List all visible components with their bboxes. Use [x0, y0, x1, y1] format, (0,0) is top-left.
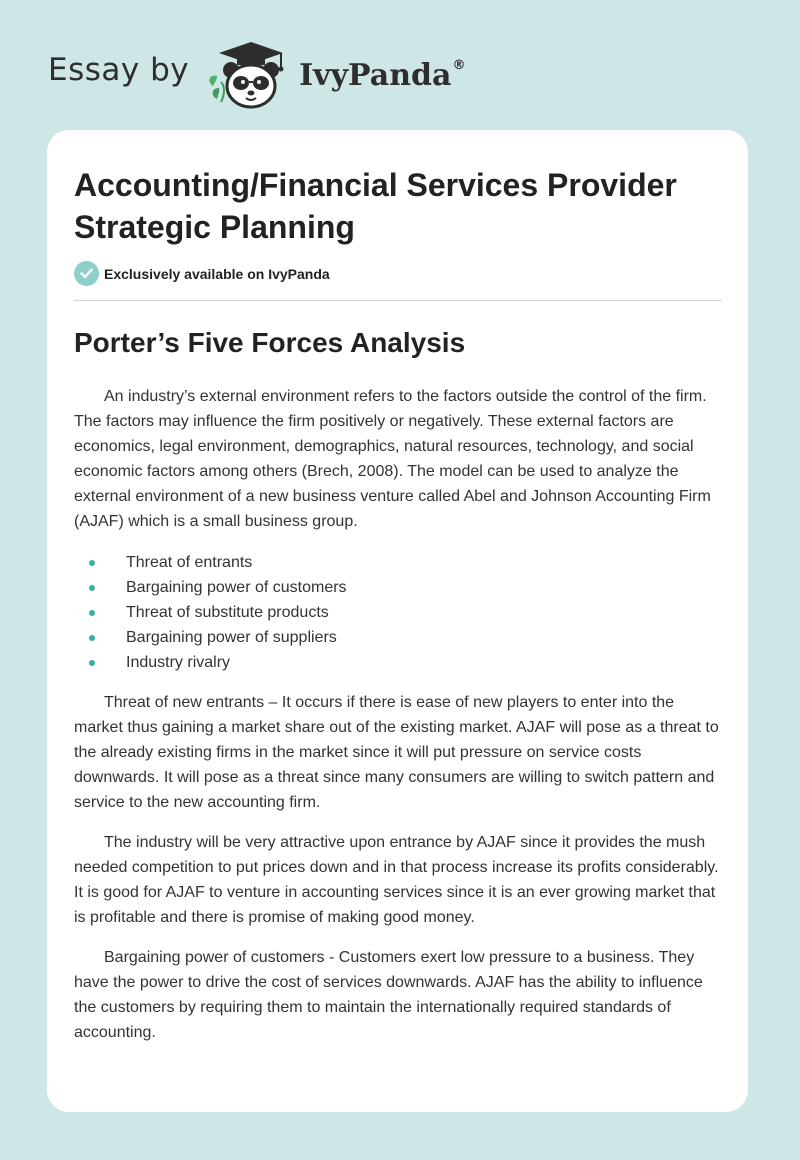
- list-item: [74, 550, 722, 575]
- body-paragraph: The industry will be very attractive upon entrance by AJAF since it provides the mush needed competition to put prices down and in that process increase its profits considerably. It is good for AJAF to venture in accounting services since it is an ever growing market that is profitable and there is promise of making good money.: [74, 834, 719, 926]
- body-paragraph: Bargaining power of customers - Customers exert low pressure to a business. They have the power to drive the cost of services downwards. AJAF has the ability to influence the customers by requiring them to maintain the internationally required standards of accounting.: [74, 949, 703, 1041]
- registered-mark: ®: [452, 57, 466, 73]
- bullet-dot-icon: [89, 585, 95, 591]
- ivypanda-wordmark: [299, 58, 465, 93]
- essay-card: [47, 130, 748, 1112]
- bullet-dot-icon: [89, 610, 95, 616]
- panda-logo-icon: [203, 36, 293, 110]
- list-item-text: Bargaining power of suppliers: [126, 629, 337, 646]
- title-divider: [74, 300, 722, 301]
- list-item: [74, 650, 722, 675]
- essay-content: [74, 164, 722, 1045]
- list-item-text: Industry rivalry: [126, 654, 231, 671]
- bullet-dot-icon: [89, 560, 95, 566]
- list-item-text: Bargaining power of customers: [126, 579, 347, 596]
- bullet-dot-icon: [89, 635, 95, 641]
- check-icon: [74, 261, 99, 286]
- list-item: [74, 600, 722, 625]
- exclusive-badge: [74, 261, 722, 286]
- essay-by-label: Essay by: [48, 52, 190, 88]
- section-heading: Porter’s Five Forces Analysis: [74, 327, 466, 358]
- list-item-text: Threat of entrants: [126, 554, 253, 571]
- list-item-text: Threat of substitute products: [126, 604, 329, 621]
- list-item: [74, 625, 722, 650]
- bullet-dot-icon: [89, 660, 95, 666]
- list-item: [74, 575, 722, 600]
- exclusive-badge-text: Exclusively available on IvyPanda: [104, 265, 330, 282]
- body-paragraph: Threat of new entrants – It occurs if there is ease of new players to enter into the market thus gaining a market share out of the existing market. AJAF will pose as a threat to the already existing firms in the market since it will put pressure on service costs downwards. It will pose as a threat since many consumers are willing to switch pattern and service to the new accounting firm.: [74, 694, 719, 811]
- essay-title: Accounting/Financial Services Provider Strategic Planning: [74, 167, 677, 245]
- ivypanda-brand-header[interactable]: [48, 36, 465, 110]
- brand-name-text: IvyPanda: [299, 57, 452, 93]
- intro-paragraph: An industry’s external environment refers to the factors outside the control of the firm. The factors may influence the firm positively or negatively. These external factors are economics, legal environment, demographics, natural resources, technology, and social economic factors among others (Brech, 2008). The model can be used to analyze the external environment of a new business venture called Abel and Johnson Accounting Firm (AJAF) which is a small business group.: [74, 388, 711, 530]
- five-forces-list: [74, 550, 722, 675]
